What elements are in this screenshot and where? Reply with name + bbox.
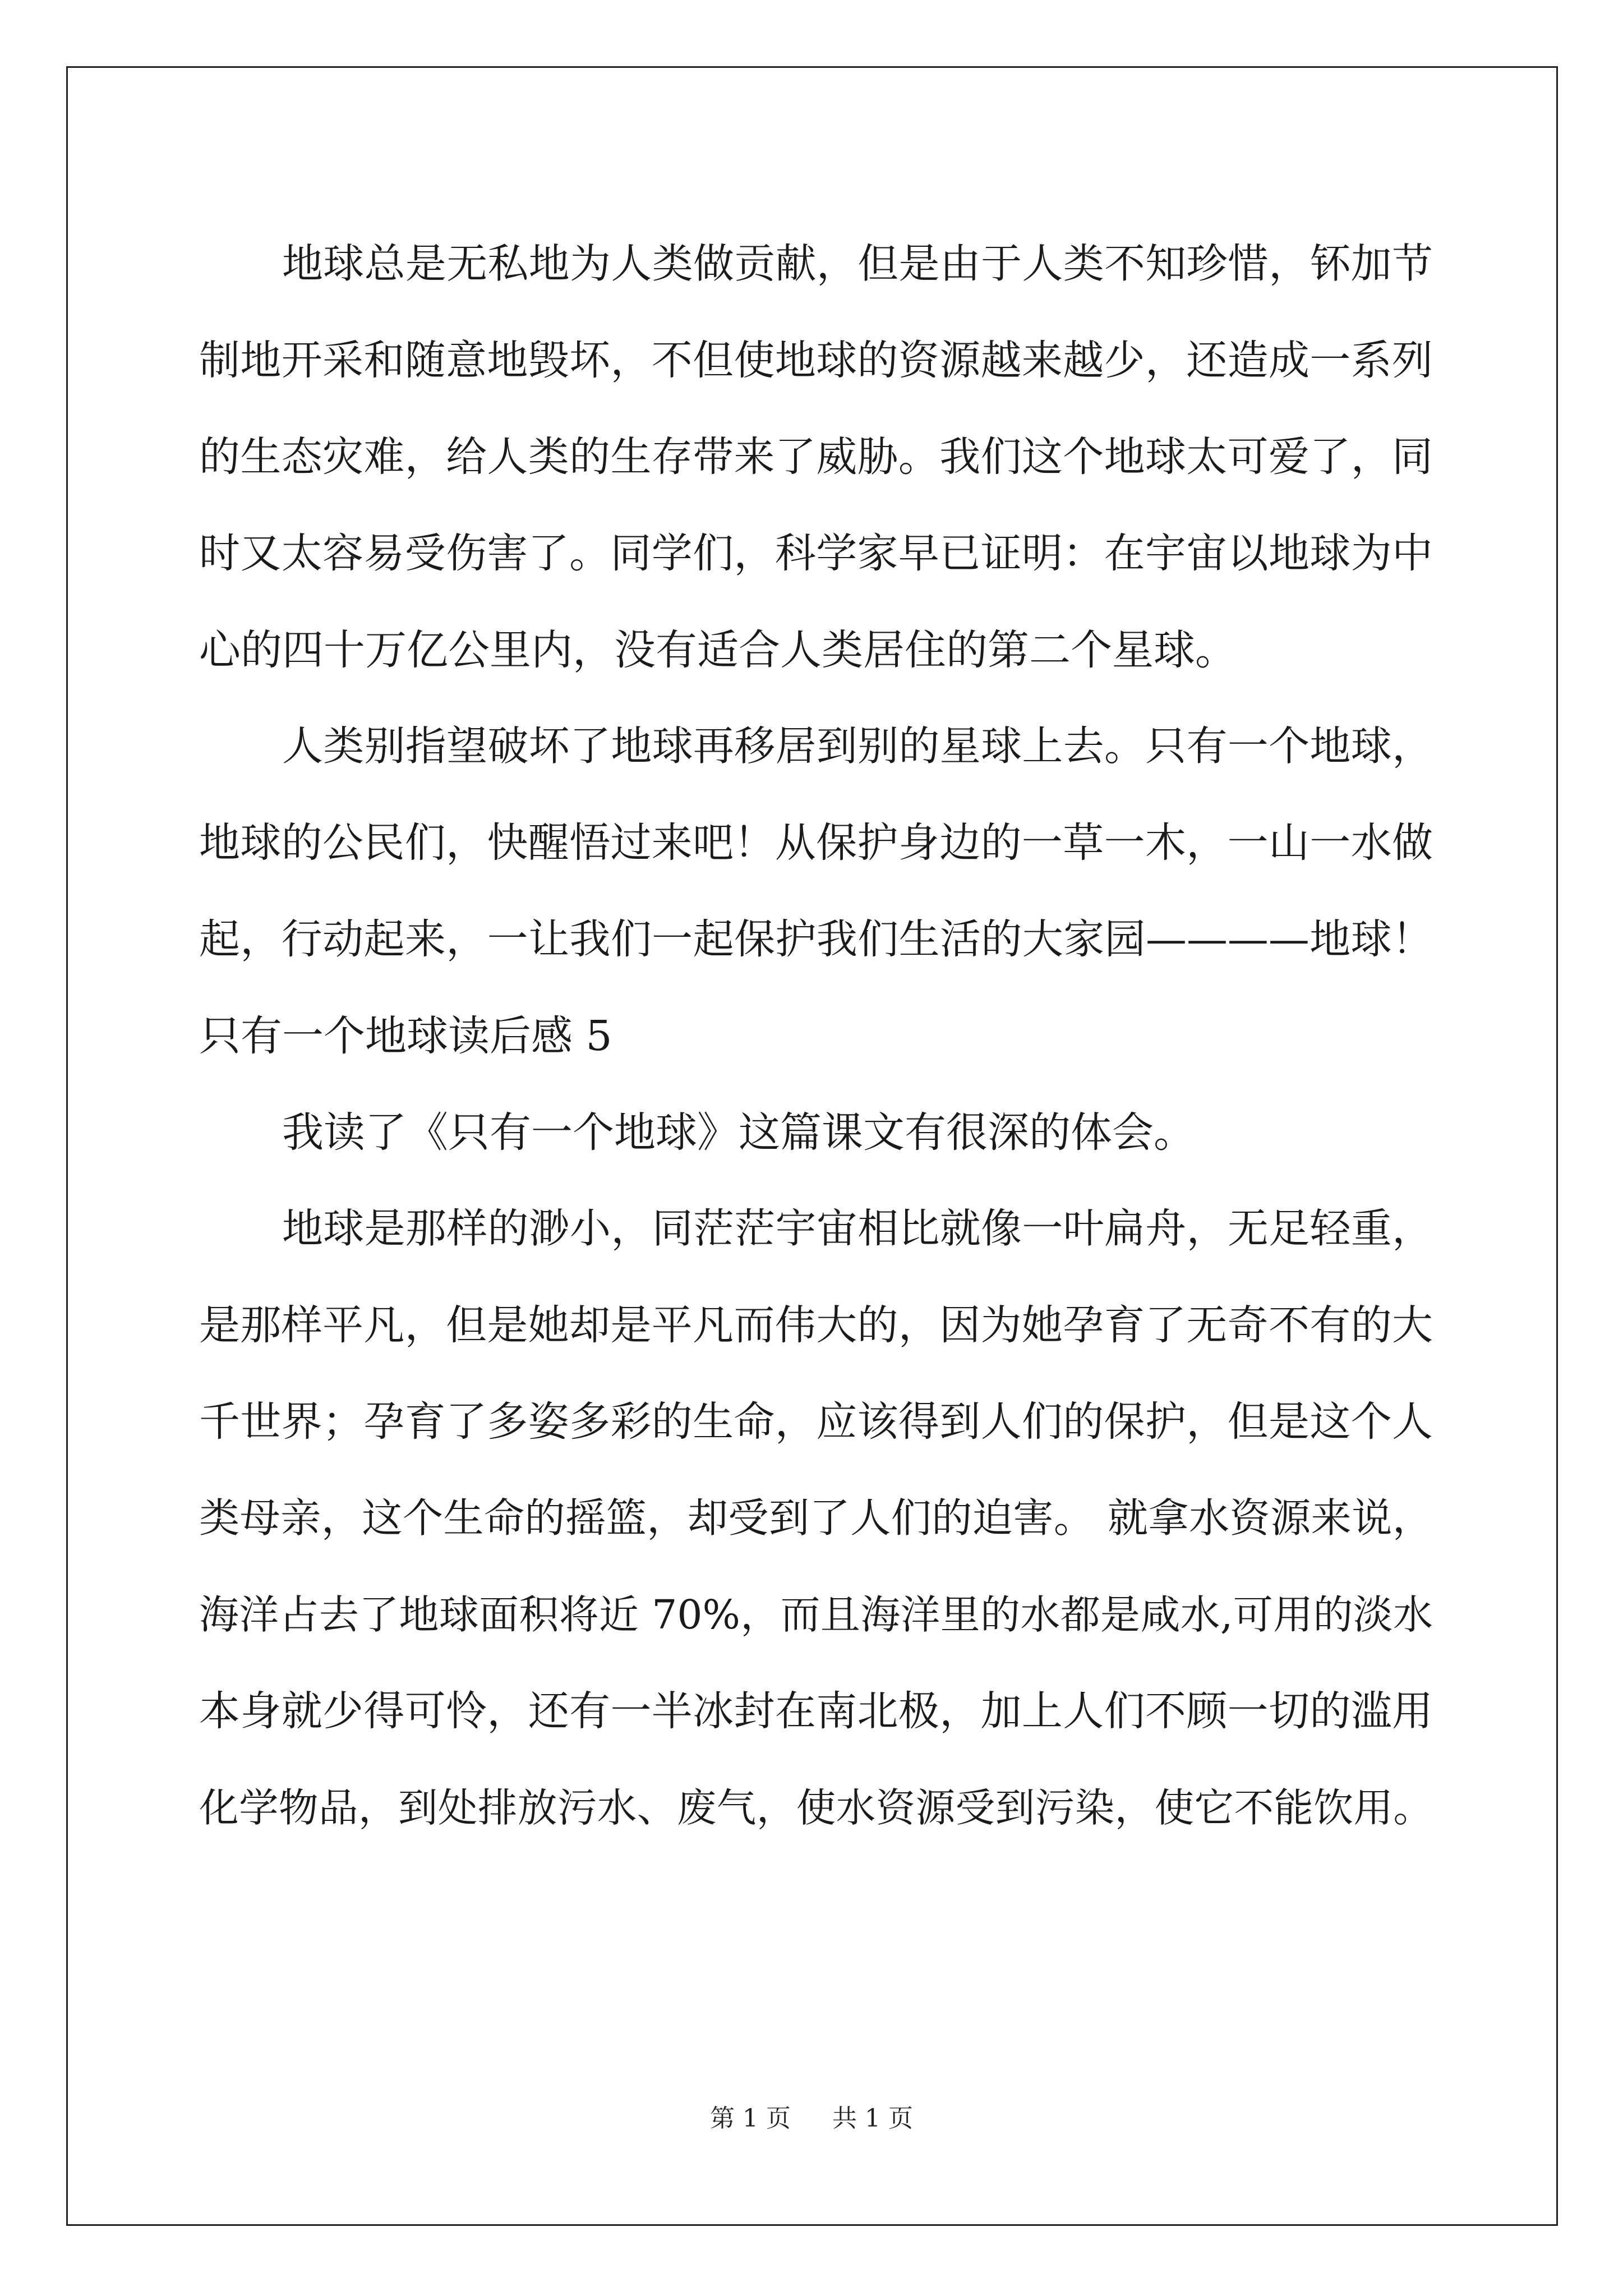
text-line-5: 心的四十万亿公里内，没有适合人类居住的第二个星球。 <box>199 626 1237 674</box>
page-number: 第 1 页 <box>710 2104 791 2133</box>
text-line-6: 人类别指望破坏了地球再移居到别的星球上去。只有一个地球， <box>282 723 1433 770</box>
section-heading: 只有一个地球读后感 5 <box>199 1012 612 1060</box>
text-line-15: 海洋占去了地球面积将近 70%，而且海洋里的水都是咸水,可用的淡水 <box>199 1591 1433 1638</box>
text-line-7: 地球的公民们，快醒悟过来吧！从保护身边的一草一木，一山一水做 <box>199 819 1433 867</box>
text-line-13: 千世界；孕育了多姿多彩的生命，应该得到人们的保护，但是这个人 <box>199 1398 1433 1446</box>
text-line-17: 化学物品，到处排放污水、废气，使水资源受到污染，使它不能饮用。 <box>199 1784 1433 1831</box>
text-line-1: 地球总是无私地为人类做贡献，但是由于人类不知珍惜，钚加节 <box>282 240 1433 288</box>
page-total: 共 1 页 <box>832 2104 913 2133</box>
text-line-3: 的生态灾难，给人类的生存带来了威胁。我们这个地球太可爱了，同 <box>199 433 1433 481</box>
text-line-12: 是那样平凡，但是她却是平凡而伟大的，因为她孕育了无奇不有的大 <box>199 1301 1433 1349</box>
text-line-10: 我读了《只有一个地球》这篇课文有很深的体会。 <box>282 1108 1195 1157</box>
text-line-11: 地球是那样的渺小，同茫茫宇宙相比就像一叶扁舟，无足轻重， <box>282 1205 1433 1253</box>
text-line-14: 类母亲，这个生命的摇篮，却受到了人们的迫害。 就拿水资源来说， <box>199 1495 1433 1542</box>
text-line-8: 起，行动起来，一让我们一起保护我们生活的大家园————地球！ <box>199 915 1433 963</box>
text-line-4: 时又太容易受伤害了。同学们，科学家早已证明：在宇宙以地球为中 <box>199 530 1433 577</box>
document-body <box>199 216 1433 1856</box>
page-footer <box>0 2098 1623 2134</box>
text-line-16: 本身就少得可怜，还有一半冰封在南北极，加上人们不顾一切的滥用 <box>199 1687 1433 1735</box>
text-line-2: 制地开采和随意地毁坏，不但使地球的资源越来越少，还造成一系列 <box>199 337 1433 384</box>
